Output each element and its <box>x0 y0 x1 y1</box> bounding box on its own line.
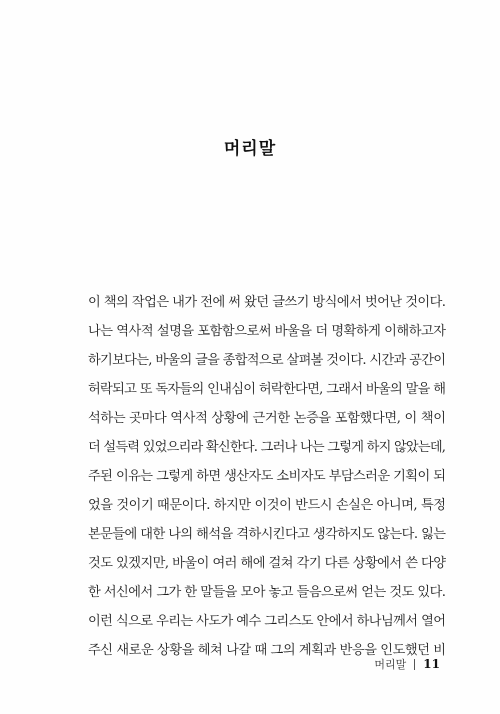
text-line: 석하는 곳마다 역사적 상황에 근거한 논증을 포함했다면, 이 책이 <box>88 411 446 426</box>
text-line: 주신 새로운 상황을 헤쳐 나갈 때 그의 계획과 반응을 인도했던 비 <box>88 643 446 658</box>
text-line: 본문들에 대한 나의 해석을 격하시킨다고 생각하지도 않는다. 잃는 <box>88 527 446 542</box>
text-line: 하기보다는, 바울의 글을 종합적으로 살펴볼 것이다. 시간과 공간이 <box>88 353 446 368</box>
text-line: 허락되고 또 독자들의 인내심이 허락한다면, 그래서 바울의 말을 해 <box>88 382 446 397</box>
text-line: 것도 있겠지만, 바울이 여러 해에 걸쳐 각기 다른 상황에서 쓴 다양 <box>88 556 446 571</box>
chapter-title: 머리말 <box>223 139 277 159</box>
body-text <box>88 288 446 665</box>
text-line: 주된 이유는 그렇게 하면 생산자도 소비자도 부담스러운 기획이 되 <box>88 469 446 484</box>
page-number: 11 <box>423 657 440 671</box>
text-line: 더 설득력 있었으리라 확신한다. 그러나 나는 그렇게 하지 않았는데, <box>88 440 446 455</box>
text-line: 었을 것이기 때문이다. 하지만 이것이 반드시 손실은 아니며, 특정 <box>88 498 446 513</box>
running-title: 머리말 <box>374 658 407 671</box>
text-line: 이런 식으로 우리는 사도가 예수 그리스도 안에서 하나님께서 열어 <box>88 614 446 629</box>
text-line: 이 책의 작업은 내가 전에 써 왔던 글쓰기 방식에서 벗어난 것이다. <box>88 295 446 310</box>
page-footer <box>374 656 440 672</box>
text-line: 한 서신에서 그가 한 말들을 모아 놓고 들음으로써 얻는 것도 있다. <box>88 585 446 600</box>
footer-divider <box>414 659 415 670</box>
text-line: 나는 역사적 설명을 포함함으로써 바울을 더 명확하게 이해하고자 <box>88 324 446 339</box>
